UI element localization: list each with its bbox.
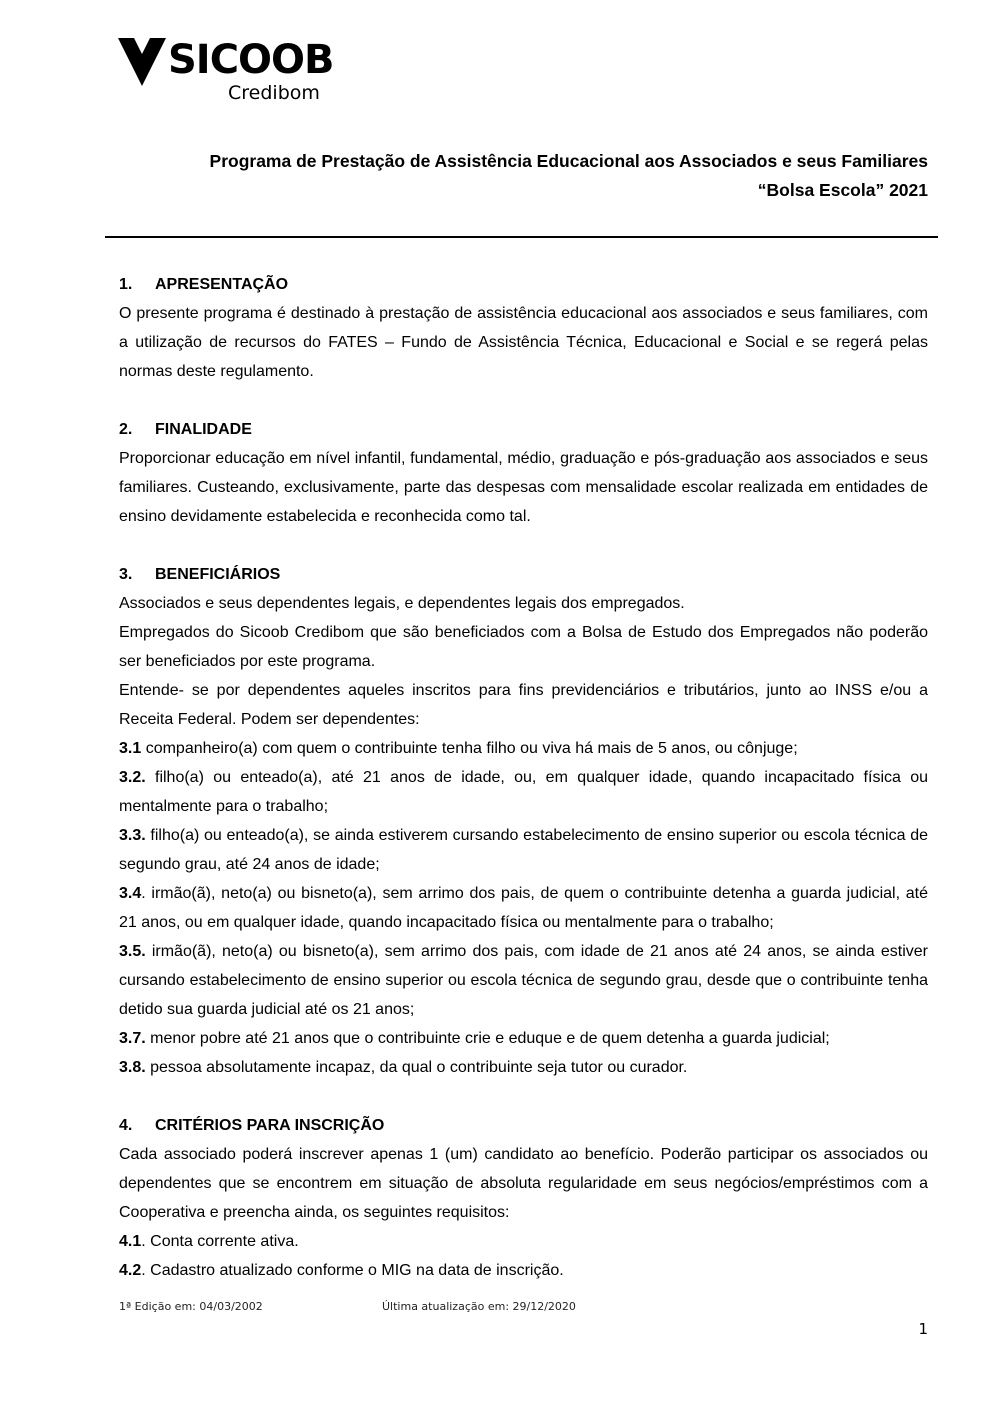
item-text: menor pobre até 21 anos que o contribuinte crie e eduque e de quem detenha a guarda judicial;: [145, 1030, 830, 1047]
title-line-2: “Bolsa Escola” 2021: [757, 180, 928, 200]
item-text: . Conta corrente ativa.: [141, 1233, 299, 1250]
list-item: [119, 1256, 928, 1285]
item-number: 3.2.: [119, 769, 146, 786]
item-number: 3.7.: [119, 1030, 146, 1047]
section-heading-2: [119, 415, 928, 444]
list-item: [119, 821, 928, 879]
section-title: BENEFICIÁRIOS: [155, 566, 281, 583]
item-text: . irmão(ã), neto(a) ou bisneto(a), sem arrimo dos pais, de quem o contribuinte detenha a guarda judicial, até 21 anos, ou em qualquer idade, quando incapacitado física ou mentalmente para o trabalho;: [119, 885, 928, 931]
list-item: [119, 879, 928, 937]
header-divider: [105, 236, 938, 238]
title-line-1: Programa de Prestação de Assistência Educacional aos Associados e seus Familiares: [209, 151, 928, 171]
section-title: APRESENTAÇÃO: [155, 276, 289, 293]
sicoob-logo: [118, 36, 338, 108]
item-number: 3.8.: [119, 1059, 146, 1076]
section-number: 1.: [119, 276, 133, 293]
section-number: 3.: [119, 566, 133, 583]
list-item: [119, 1053, 928, 1082]
item-text: filho(a) ou enteado(a), até 21 anos de idade, ou, em qualquer idade, quando incapacitado física ou mentalmente para o trabalho;: [119, 769, 928, 815]
logo-brand: SICOOB: [168, 37, 334, 83]
paragraph: Proporcionar educação em nível infantil, fundamental, médio, graduação e pós-graduação aos associados e seus familiares. Custeando, exclusivamente, parte das despesas com mensalidade escolar realizada em entidades de ensino devidamente estabelecida e reconhecida como tal.: [119, 450, 928, 525]
section-title: FINALIDADE: [155, 421, 252, 438]
section-number: 2.: [119, 421, 133, 438]
list-item: [119, 1024, 928, 1053]
item-number: 4.2: [119, 1262, 142, 1279]
item-number: 3.3.: [119, 827, 146, 844]
item-number: 3.5.: [119, 943, 146, 960]
page-number: 1: [918, 1320, 928, 1338]
list-item: [119, 763, 928, 821]
document-body: [119, 270, 928, 1285]
list-item: [119, 734, 928, 763]
item-text: filho(a) ou enteado(a), se ainda estiverem cursando estabelecimento de ensino superior ou escola técnica de segundo grau, até 24 anos de idade;: [119, 827, 928, 873]
item-text: . Cadastro atualizado conforme o MIG na data de inscrição.: [141, 1262, 564, 1279]
paragraph: Cada associado poderá inscrever apenas 1 (um) candidato ao benefício. Poderão participar os associados ou dependentes que se encontrem em situação de absoluta regularidade em seus negócios/empréstimos com a Cooperativa e preencha ainda, os seguintes requisitos:: [119, 1146, 928, 1221]
item-number: 4.1: [119, 1233, 142, 1250]
paragraph: Entende- se por dependentes aqueles inscritos para fins previdenciários e tributários, junto ao INSS e/ou a Receita Federal. Podem ser dependentes:: [119, 682, 928, 728]
item-number: 3.4: [119, 885, 142, 902]
paragraph: Empregados do Sicoob Credibom que são beneficiados com a Bolsa de Estudo dos Empregados não poderão ser beneficiados por este programa.: [119, 624, 928, 670]
section-heading-4: [119, 1111, 928, 1140]
list-item: [119, 937, 928, 1024]
document-title: [210, 147, 928, 205]
section-title: CRITÉRIOS PARA INSCRIÇÃO: [155, 1117, 385, 1134]
section-heading-3: [119, 560, 928, 589]
list-item: [119, 1227, 928, 1256]
section-number: 4.: [119, 1117, 133, 1134]
item-number: 3.1: [119, 740, 142, 757]
item-text: pessoa absolutamente incapaz, da qual o contribuinte seja tutor ou curador.: [145, 1059, 688, 1076]
footer-updated: Última atualização em: 29/12/2020: [382, 1300, 576, 1313]
item-text: companheiro(a) com quem o contribuinte tenha filho ou viva há mais de 5 anos, ou cônjuge;: [141, 740, 798, 757]
logo-sub-brand: Credibom: [228, 82, 320, 104]
paragraph: Associados e seus dependentes legais, e dependentes legais dos empregados.: [119, 595, 685, 612]
paragraph: O presente programa é destinado à prestação de assistência educacional aos associados e seus familiares, com a utilização de recursos do FATES – Fundo de Assistência Técnica, Educacional e Social e se regerá pelas normas deste regulamento.: [119, 305, 928, 380]
footer-edition: 1ª Edição em: 04/03/2002: [119, 1300, 263, 1313]
sicoob-logo-icon: [118, 38, 166, 88]
section-heading-1: [119, 270, 928, 299]
item-text: irmão(ã), neto(a) ou bisneto(a), sem arrimo dos pais, com idade de 21 anos até 24 anos, se ainda estiver cursando estabelecimento de ensino superior ou escola técnica de segundo grau, desde que o contribuinte tenha detido sua guarda judicial até os 21 anos;: [119, 943, 928, 1018]
